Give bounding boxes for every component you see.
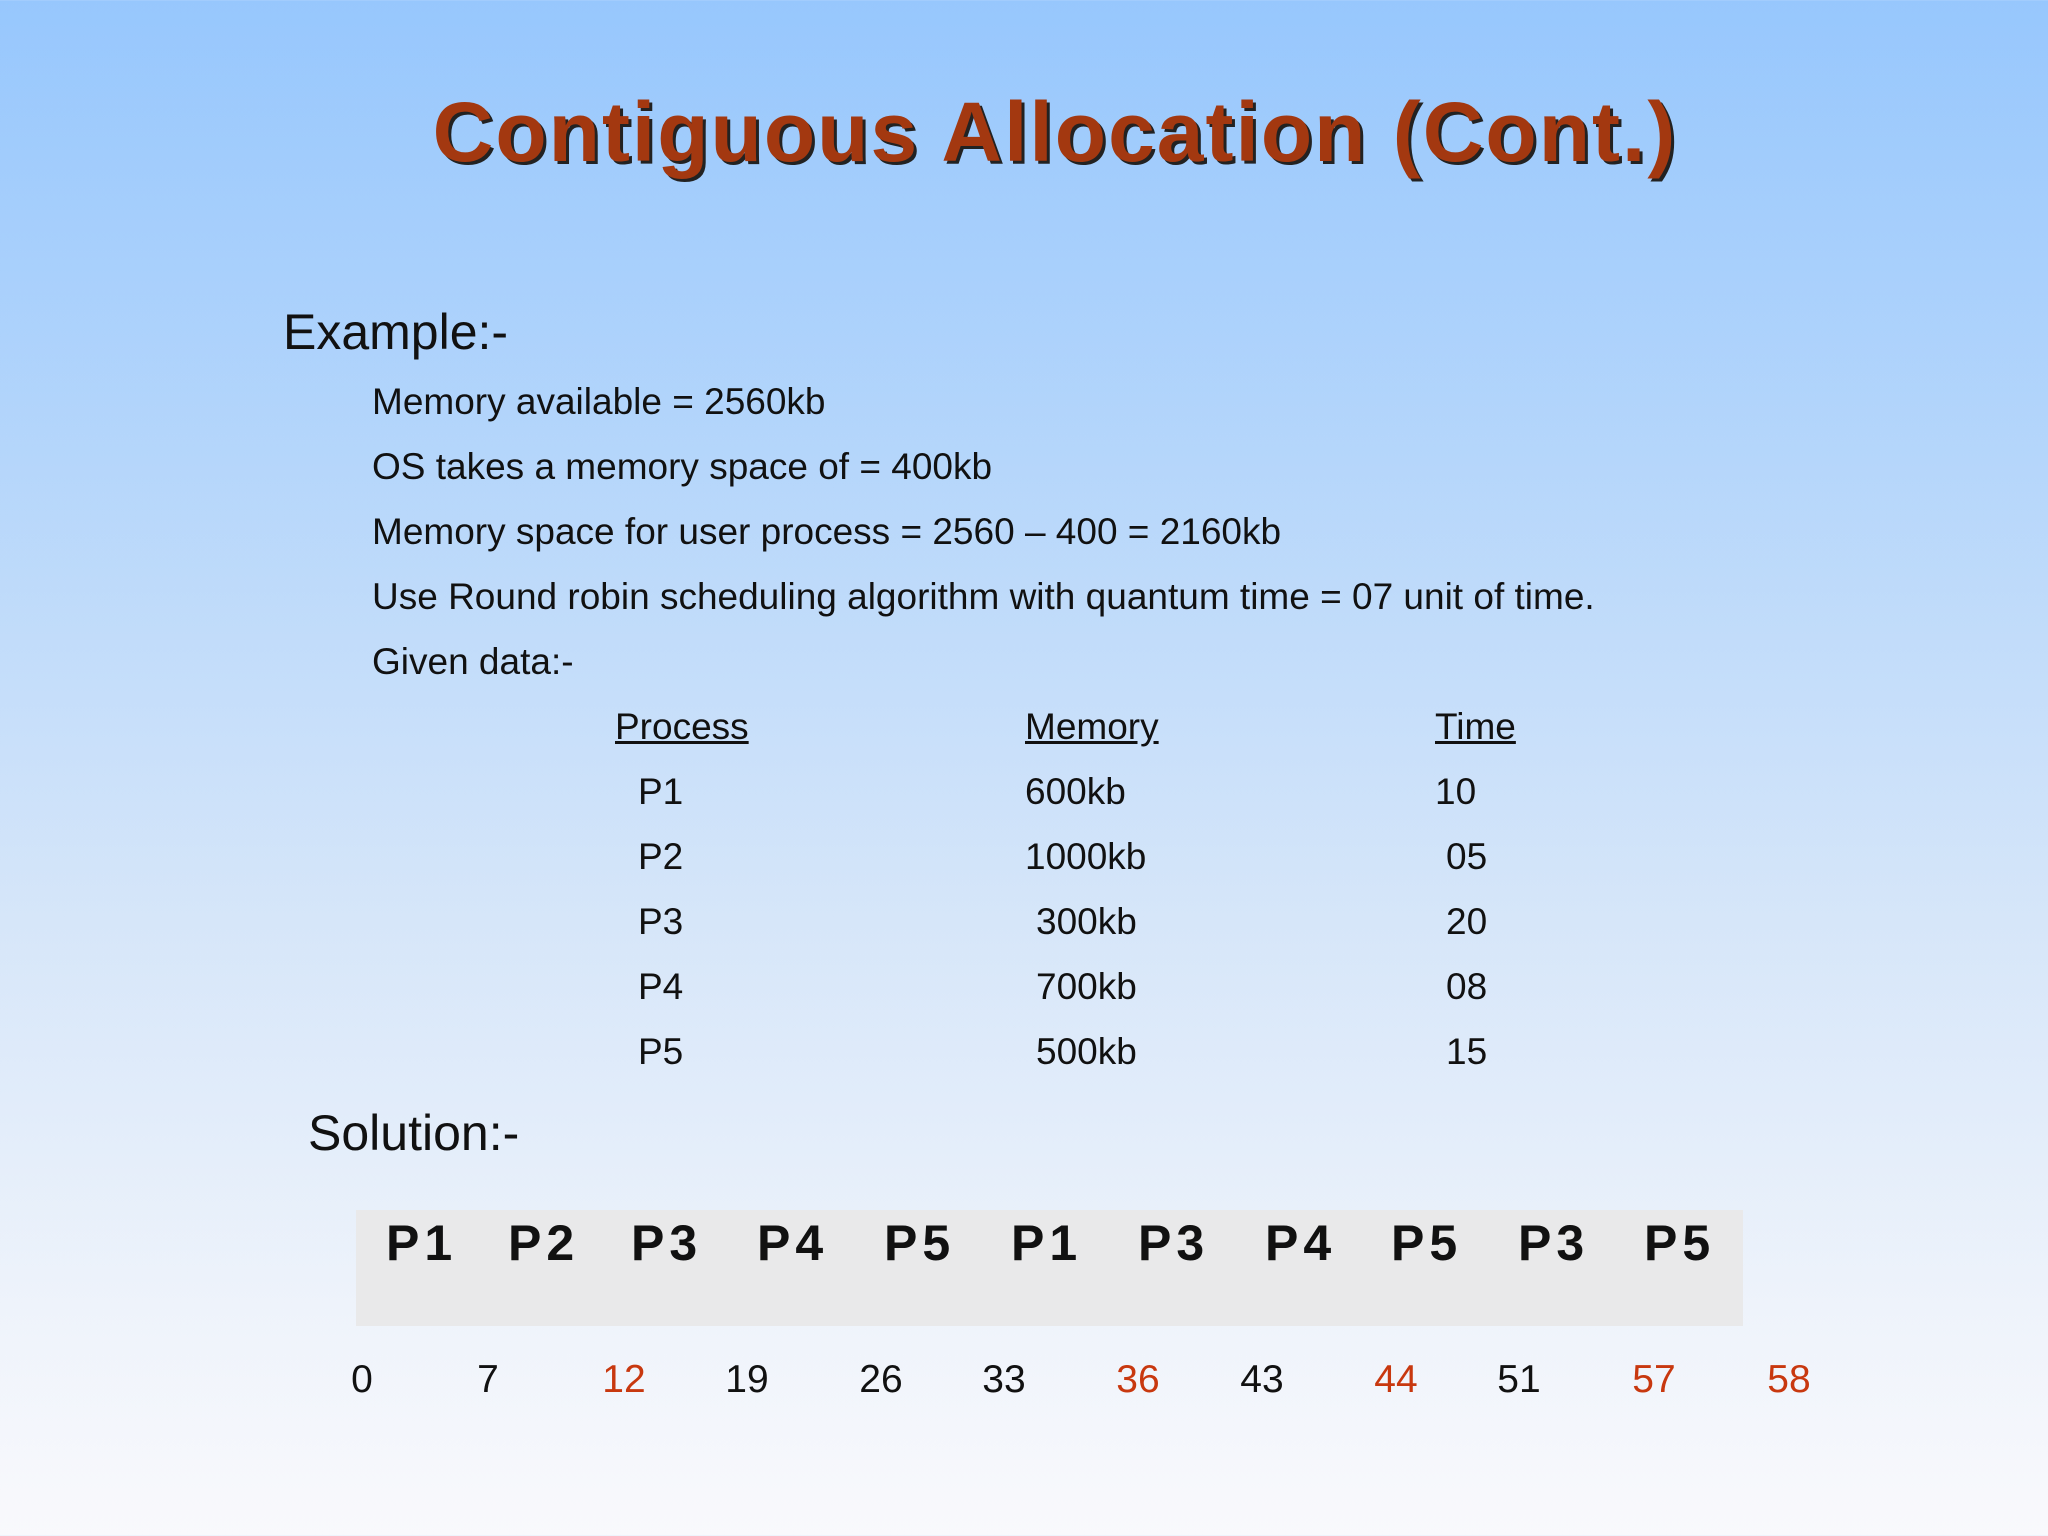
gantt-slot: P5 <box>884 1215 956 1271</box>
memory-cell: 1000kb <box>1025 836 1147 877</box>
time-cell: 10 <box>1435 771 1477 812</box>
gantt-slot: P1 <box>1011 1215 1083 1271</box>
slide-title: Contiguous Allocation (Cont.) <box>432 85 1678 179</box>
round-robin-line: Use Round robin scheduling algorithm with quantum time = 07 unit of time. <box>372 576 1595 617</box>
memory-cell: 600kb <box>1025 771 1126 812</box>
os-memory-line: OS takes a memory space of = 400kb <box>372 446 993 487</box>
time-cell: 15 <box>1446 1031 1488 1072</box>
gantt-tick: 33 <box>982 1358 1026 1401</box>
gantt-tick: 0 <box>351 1358 373 1401</box>
process-cell: P2 <box>638 836 684 877</box>
gantt-slot: P3 <box>1138 1215 1210 1271</box>
gantt-tick: 58 <box>1767 1358 1811 1401</box>
gantt-slot: P5 <box>1391 1215 1463 1271</box>
process-cell: P3 <box>638 901 684 942</box>
gantt-tick: 26 <box>859 1358 903 1401</box>
header-process: Process <box>615 706 749 747</box>
user-memory-line: Memory space for user process = 2560 – 400 = 2160kb <box>372 511 1282 552</box>
gantt-tick: 7 <box>477 1358 499 1401</box>
gantt-slot: P4 <box>1265 1215 1337 1271</box>
memory-cell: 700kb <box>1036 966 1137 1007</box>
gantt-tick: 43 <box>1240 1358 1284 1401</box>
gantt-tick: 12 <box>602 1358 646 1401</box>
gantt-slot: P1 <box>386 1215 458 1271</box>
gantt-slot: P2 <box>508 1215 580 1271</box>
header-time: Time <box>1435 706 1516 747</box>
gantt-tick: 57 <box>1632 1358 1676 1401</box>
example-heading: Example:- <box>283 304 509 360</box>
gantt-tick: 36 <box>1116 1358 1160 1401</box>
gantt-tick: 19 <box>725 1358 769 1401</box>
given-data-line: Given data:- <box>372 641 574 682</box>
time-cell: 20 <box>1446 901 1488 942</box>
gantt-slot: P3 <box>1518 1215 1590 1271</box>
gantt-slot: P4 <box>757 1215 829 1271</box>
process-cell: P5 <box>638 1031 684 1072</box>
memory-cell: 300kb <box>1036 901 1137 942</box>
gantt-tick: 44 <box>1374 1358 1418 1401</box>
gantt-slot: P5 <box>1644 1215 1716 1271</box>
solution-heading: Solution:- <box>308 1105 520 1161</box>
process-cell: P1 <box>638 771 684 812</box>
time-cell: 05 <box>1446 836 1488 877</box>
memory-available-line: Memory available = 2560kb <box>372 381 826 422</box>
gantt-tick: 51 <box>1497 1358 1541 1401</box>
gantt-slot: P3 <box>631 1215 703 1271</box>
process-cell: P4 <box>638 966 684 1007</box>
time-cell: 08 <box>1446 966 1488 1007</box>
memory-cell: 500kb <box>1036 1031 1137 1072</box>
header-memory: Memory <box>1025 706 1159 747</box>
